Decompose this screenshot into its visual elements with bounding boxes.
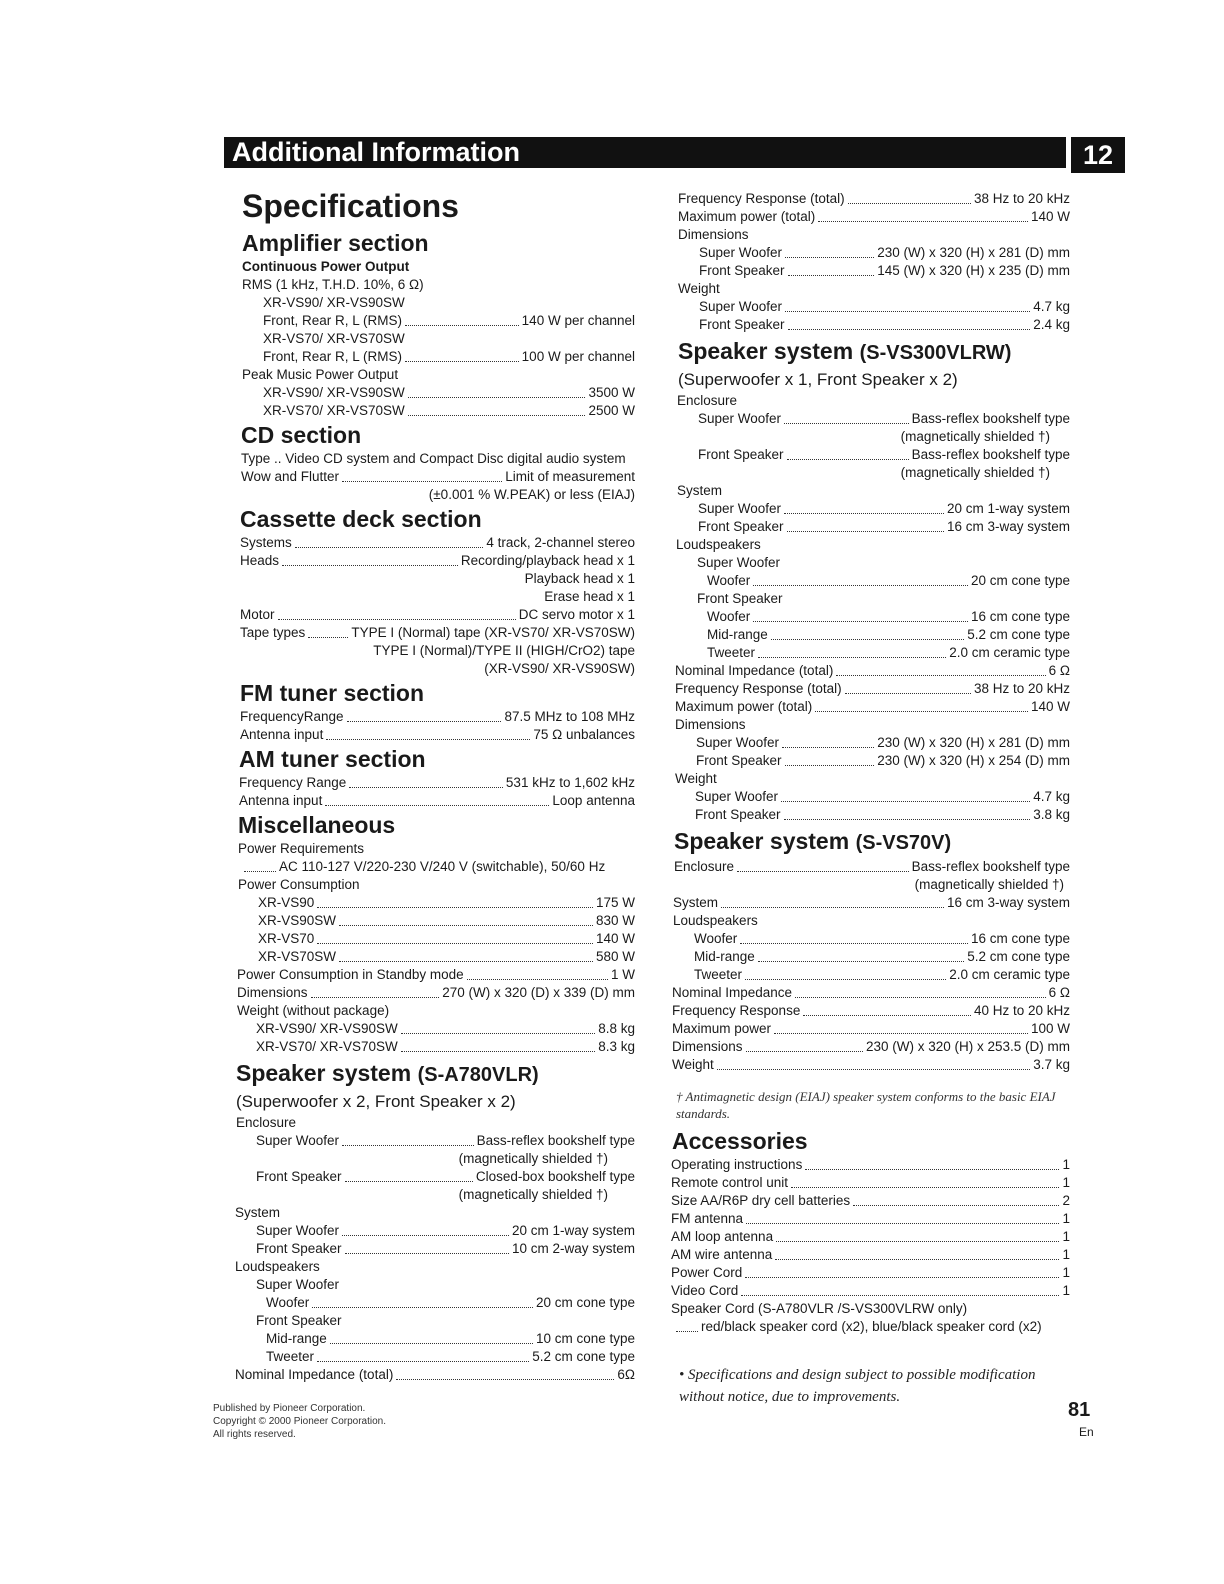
spec-row: Tweeter 5.2 cm cone type: [266, 1349, 635, 1364]
misc-weight: Weight (without package): [237, 1003, 390, 1018]
spec-row: Systems 4 track, 2-channel stereo: [240, 535, 635, 550]
spec-label: Loudspeakers: [676, 537, 761, 552]
spec-row: Woofer 20 cm cone type: [707, 573, 1070, 588]
spec-row: Mid-range 10 cm cone type: [266, 1331, 635, 1346]
spec-row: Woofer 16 cm cone type: [694, 931, 1070, 946]
misc-power-req: Power Requirements: [238, 841, 365, 856]
right-column: [670, 190, 1070, 1336]
spec-row: XR-VS70/ XR-VS70SW 2500 W: [263, 403, 635, 418]
specifications-note: • Specifications and design subject to possible modification without notice, due to improvements.: [679, 1367, 1036, 1405]
spec-label: Weight: [678, 281, 720, 296]
spec-row: Frequency Range 531 kHz to 1,602 kHz: [239, 775, 635, 790]
spec-continuation: (magnetically shielded †): [900, 465, 1050, 480]
spec-row: Front Speaker Closed-box bookshelf type: [256, 1169, 635, 1184]
spec-row: Super Woofer Bass-reflex bookshelf type: [256, 1133, 635, 1148]
spec-row: Super Woofer 4.7 kg: [695, 789, 1070, 804]
accessory-row: Remote control unit 1: [671, 1175, 1070, 1190]
speaker-sub: (Superwoofer x 2, Front Speaker x 2): [236, 1092, 516, 1111]
spec-row: Frequency Response (total) 38 Hz to 20 kHz: [678, 191, 1070, 206]
accessory-row: Power Cord 1: [671, 1265, 1070, 1280]
accessory-row: FM antenna 1: [671, 1211, 1070, 1226]
spec-row: Tweeter 2.0 cm ceramic type: [707, 645, 1070, 660]
spec-label: System: [235, 1205, 281, 1220]
spec-row: Mid-range 5.2 cm cone type: [707, 627, 1070, 642]
spec-row: Maximum power (total) 140 W: [675, 699, 1070, 714]
spec-continuation: (magnetically shielded †): [458, 1187, 608, 1202]
publisher-line: Published by Pioneer Corporation.: [213, 1403, 366, 1414]
spec-row: Dimensions 230 (W) x 320 (H) x 253.5 (D) mm: [672, 1039, 1070, 1054]
amp-peak: Peak Music Power Output: [242, 367, 399, 382]
spec-row: Nominal Impedance (total) 6 Ω: [675, 663, 1070, 678]
spec-label: Dimensions: [678, 227, 749, 242]
spec-continuation: (magnetically shielded †): [458, 1151, 608, 1166]
left-column: [235, 186, 635, 1384]
spec-continuation: (magnetically shielded †): [914, 877, 1064, 892]
spec-row: XR-VS70 140 W: [258, 931, 635, 946]
spec-label: Enclosure: [677, 393, 738, 408]
am-heading: AM tuner section: [239, 746, 426, 772]
speaker-a780-heading: Speaker system (S-A780VLR): [236, 1060, 539, 1086]
spec-row: Maximum power (total) 140 W: [678, 209, 1070, 224]
accessories-heading: Accessories: [672, 1128, 808, 1154]
spec-row: Front Speaker 3.8 kg: [695, 807, 1070, 822]
spec-row: Super Woofer 4.7 kg: [699, 299, 1070, 314]
spec-row: AC 110-127 V/220-230 V/240 V (switchable), 50/60 Hz: [238, 858, 635, 876]
spec-row: Tweeter 2.0 cm ceramic type: [694, 967, 1070, 982]
spec-row: Woofer 16 cm cone type: [707, 609, 1070, 624]
spec-row: Front, Rear R, L (RMS) 140 W per channel: [263, 313, 635, 328]
spec-row: Nominal Impedance 6 Ω: [672, 985, 1070, 1000]
spec-label: System: [677, 483, 723, 498]
accessory-row: Video Cord 1: [671, 1283, 1070, 1298]
spec-row: Frequency Response (total) 38 Hz to 20 kHz: [675, 681, 1070, 696]
spec-row: Power Consumption in Standby mode 1 W: [237, 967, 635, 982]
spec-row: Front Speaker 2.4 kg: [699, 317, 1070, 332]
spec-row: Super Woofer 20 cm 1-way system: [698, 501, 1070, 516]
fm-heading: FM tuner section: [240, 680, 425, 706]
speaker-vs300-heading: Speaker system (S-VS300VLRW): [678, 338, 1012, 364]
spec-continuation: (±0.001 % W.PEAK) or less (EIAJ): [428, 487, 635, 502]
spec-row: Front Speaker 10 cm 2-way system: [256, 1241, 635, 1256]
spec-row: Antenna input Loop antenna: [239, 793, 635, 808]
publisher-footer: [213, 1402, 386, 1441]
spec-row: Dimensions 270 (W) x 320 (D) x 339 (D) mm: [237, 985, 635, 1000]
spec-row: XR-VS90 175 W: [258, 895, 635, 910]
spec-row: Front Speaker 16 cm 3-way system: [698, 519, 1070, 534]
spec-row: Frequency Response 40 Hz to 20 kHz: [672, 1003, 1070, 1018]
rights-line: All rights reserved.: [213, 1429, 296, 1440]
spec-row: System 16 cm 3-way system: [673, 895, 1070, 910]
spec-row: Antenna input 75 Ω unbalances: [240, 727, 635, 742]
cd-type: Type .. Video CD system and Compact Disc digital audio system: [241, 451, 626, 466]
spec-row: XR-VS90/ XR-VS90SW 3500 W: [263, 385, 635, 400]
spec-row: Heads Recording/playback head x 1: [240, 553, 635, 568]
spec-row: Super Woofer Bass-reflex bookshelf type: [698, 411, 1070, 426]
spec-continuation: Erase head x 1: [544, 589, 635, 604]
spec-label: Weight: [675, 771, 717, 786]
amp-model: XR-VS90/ XR-VS90SW: [263, 295, 405, 310]
chapter-number: 12: [1071, 137, 1125, 173]
footnote: † Antimagnetic design (EIAJ) speaker system conforms to the basic EIAJ standards.: [676, 1089, 1056, 1121]
spec-continuation: TYPE I (Normal)/TYPE II (HIGH/CrO2) tape: [373, 643, 635, 658]
spec-row: Wow and Flutter Limit of measurement: [241, 469, 635, 484]
language-code: En: [1079, 1425, 1094, 1439]
accessory-row: Operating instructions 1: [671, 1157, 1070, 1172]
accessory-row: AM loop antenna 1: [671, 1229, 1070, 1244]
spec-row: Tape types TYPE I (Normal) tape (XR-VS70/ XR-VS70SW): [240, 625, 635, 640]
spec-continuation: (magnetically shielded †): [900, 429, 1050, 444]
cassette-heading: Cassette deck section: [240, 506, 482, 532]
spec-row: Front Speaker 230 (W) x 320 (H) x 254 (D) mm: [696, 753, 1070, 768]
amp-sub: Continuous Power Output: [242, 259, 410, 274]
spec-row: XR-VS70/ XR-VS70SW 8.3 kg: [256, 1039, 635, 1054]
spec-continuation: Playback head x 1: [524, 571, 635, 586]
spec-row: Maximum power 100 W: [672, 1021, 1070, 1036]
misc-heading: Miscellaneous: [238, 812, 396, 838]
spec-row: Super Woofer 230 (W) x 320 (H) x 281 (D) mm: [699, 245, 1070, 260]
spec-label: Super Woofer: [256, 1277, 340, 1292]
accessory-row: red/black speaker cord (x2), blue/black speaker cord (x2): [676, 1318, 1070, 1336]
spec-row: Front, Rear R, L (RMS) 100 W per channel: [263, 349, 635, 364]
speaker-sub: (Superwoofer x 1, Front Speaker x 2): [678, 370, 958, 389]
spec-row: Front Speaker Bass-reflex bookshelf type: [698, 447, 1070, 462]
accessory-row: Speaker Cord (S-A780VLR /S-VS300VLRW only): [671, 1301, 968, 1316]
speaker-vs70v-heading: Speaker system (S-VS70V): [674, 828, 952, 854]
spec-label: Super Woofer: [697, 555, 781, 570]
page-title: Specifications: [242, 188, 459, 224]
spec-row: XR-VS90SW 830 W: [258, 913, 635, 928]
spec-label: Front Speaker: [697, 591, 783, 606]
spec-continuation: (XR-VS90/ XR-VS90SW): [484, 661, 635, 676]
amplifier-heading: Amplifier section: [242, 230, 429, 256]
spec-row: Super Woofer 20 cm 1-way system: [256, 1223, 635, 1238]
spec-row: Mid-range 5.2 cm cone type: [694, 949, 1070, 964]
spec-row: Front Speaker 145 (W) x 320 (H) x 235 (D) mm: [699, 263, 1070, 278]
misc-power-cons: Power Consumption: [238, 877, 360, 892]
spec-row: XR-VS90/ XR-VS90SW 8.8 kg: [256, 1021, 635, 1036]
spec-row: FrequencyRange 87.5 MHz to 108 MHz: [240, 709, 635, 724]
spec-row: Enclosure Bass-reflex bookshelf type: [674, 859, 1070, 874]
cd-heading: CD section: [241, 422, 362, 448]
spec-label: Front Speaker: [256, 1313, 342, 1328]
spec-label: Loudspeakers: [673, 913, 758, 928]
spec-row: Nominal Impedance (total) 6Ω: [235, 1367, 635, 1382]
spec-row: XR-VS70SW 580 W: [258, 949, 635, 964]
spec-label: Enclosure: [236, 1115, 297, 1130]
spec-row: Woofer 20 cm cone type: [266, 1295, 635, 1310]
spec-row: Super Woofer 230 (W) x 320 (H) x 281 (D) mm: [696, 735, 1070, 750]
spec-label: Loudspeakers: [235, 1259, 320, 1274]
copyright-line: Copyright © 2000 Pioneer Corporation.: [213, 1416, 387, 1427]
page-number: 81: [1068, 1399, 1091, 1421]
accessory-row: Size AA/R6P dry cell batteries 2: [671, 1193, 1070, 1208]
accessory-row: AM wire antenna 1: [671, 1247, 1070, 1262]
spec-label: Dimensions: [675, 717, 746, 732]
amp-rms: RMS (1 kHz, T.H.D. 10%, 6 Ω): [242, 277, 424, 292]
amp-model: XR-VS70/ XR-VS70SW: [263, 331, 405, 346]
spec-row: Motor DC servo motor x 1: [240, 607, 635, 622]
section-title: Additional Information: [232, 137, 520, 167]
spec-row: Weight 3.7 kg: [672, 1057, 1070, 1072]
